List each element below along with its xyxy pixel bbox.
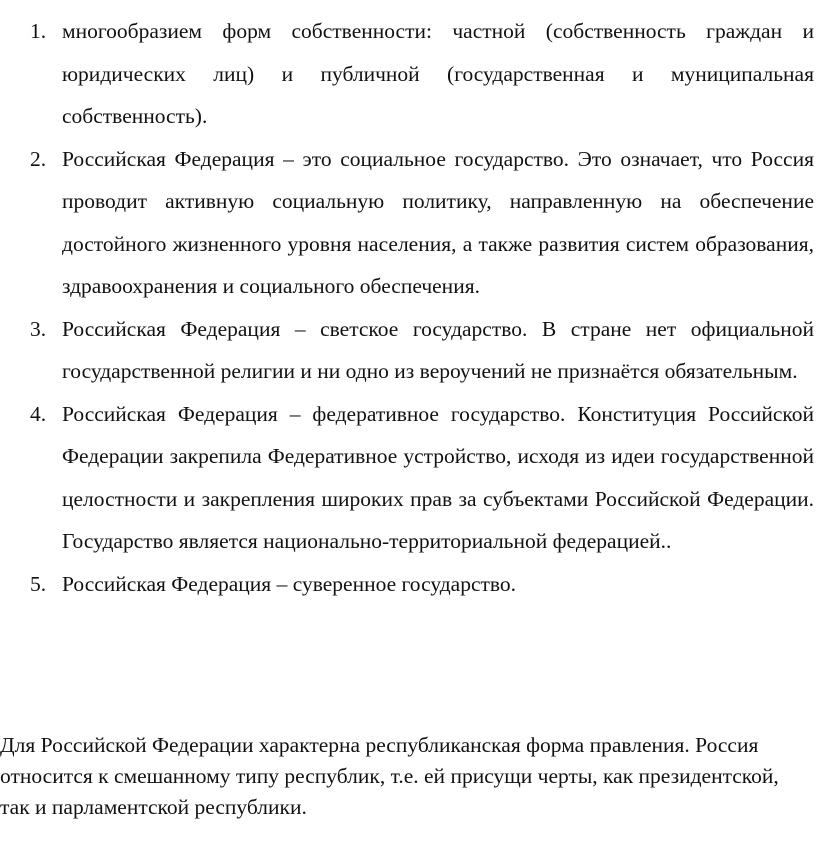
list-item-3 [0,308,816,393]
list-item-5 [0,563,816,606]
numbered-list [0,10,816,605]
list-item-number: 5. [30,571,47,596]
list-item-text: Российская Федерация – суверенное государство. [62,571,517,596]
body-paragraph: Для Российской Федерации характерна республиканская форма правления. Россия относится к смешанному типу республик, т.е. ей присущи черты, как президентской, так и парламентской республики. [0,733,779,819]
list-item-text: Российская Федерация – федеративное государство. Конституция Российской Федерации закрепила Федеративное устройство, исходя из идеи государственной целостности и закрепления широких прав за субъектами Российской Федерации. Государство является национально-территориальной федерацией.. [62,401,814,553]
list-item-number: 2. [30,146,47,171]
list-item-2 [0,138,816,308]
list-item-4 [0,393,816,563]
list-item-1 [0,10,816,138]
list-item-number: 1. [30,19,47,43]
list-item-text: многообразием форм собственности: частной (собственность граждан и юридических лиц) и публичной (государственная и муниципальная собственность). [62,19,814,128]
list-item-number: 4. [30,401,47,426]
list-item-number: 3. [30,316,47,341]
list-item-text: Российская Федерация – это социальное государство. Это означает, что Россия проводит активную социальную политику, направленную на обеспечение достойного жизненного уровня населения, а также развития систем образования, здравоохранения и социального обеспечения. [62,146,814,298]
list-item-text: Российская Федерация – светское государство. В стране нет официальной государственной религии и ни одно из вероучений не признаётся обязательным. [62,316,814,383]
